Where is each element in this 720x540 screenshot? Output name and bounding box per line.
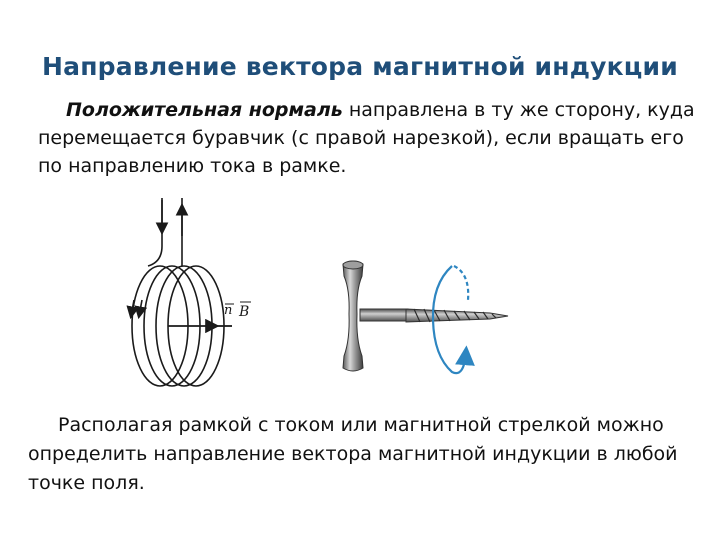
top-paragraph-line-2: перемещается буравчик (с правой нарезкой), если вращать его bbox=[38, 127, 684, 149]
lead-wire-in bbox=[148, 198, 162, 266]
field-symbol: B bbox=[239, 304, 250, 320]
current-loop-diagram bbox=[131, 198, 232, 386]
top-paragraph-line-1-rest: направлена в ту же сторону, куда bbox=[342, 99, 695, 121]
bottom-paragraph bbox=[28, 411, 696, 498]
coil-current-arrow-1 bbox=[139, 300, 142, 316]
gimlet-shaft bbox=[360, 309, 408, 321]
bottom-paragraph-line-1: Располагая рамкой с током или магнитной стрелкой можно bbox=[58, 414, 664, 436]
bottom-paragraph-line-2: определить направление вектора магнитной индукции в любой bbox=[28, 443, 678, 465]
bottom-paragraph-line-3: точке поля. bbox=[28, 472, 145, 494]
slide-title: Направление вектора магнитной индукции bbox=[42, 52, 678, 81]
positive-normal-term: Положительная нормаль bbox=[66, 99, 343, 121]
top-paragraph-line-3: по направлению тока в рамке. bbox=[38, 155, 347, 177]
gimlet-icon bbox=[343, 261, 508, 371]
normal-symbol: n bbox=[224, 303, 233, 318]
